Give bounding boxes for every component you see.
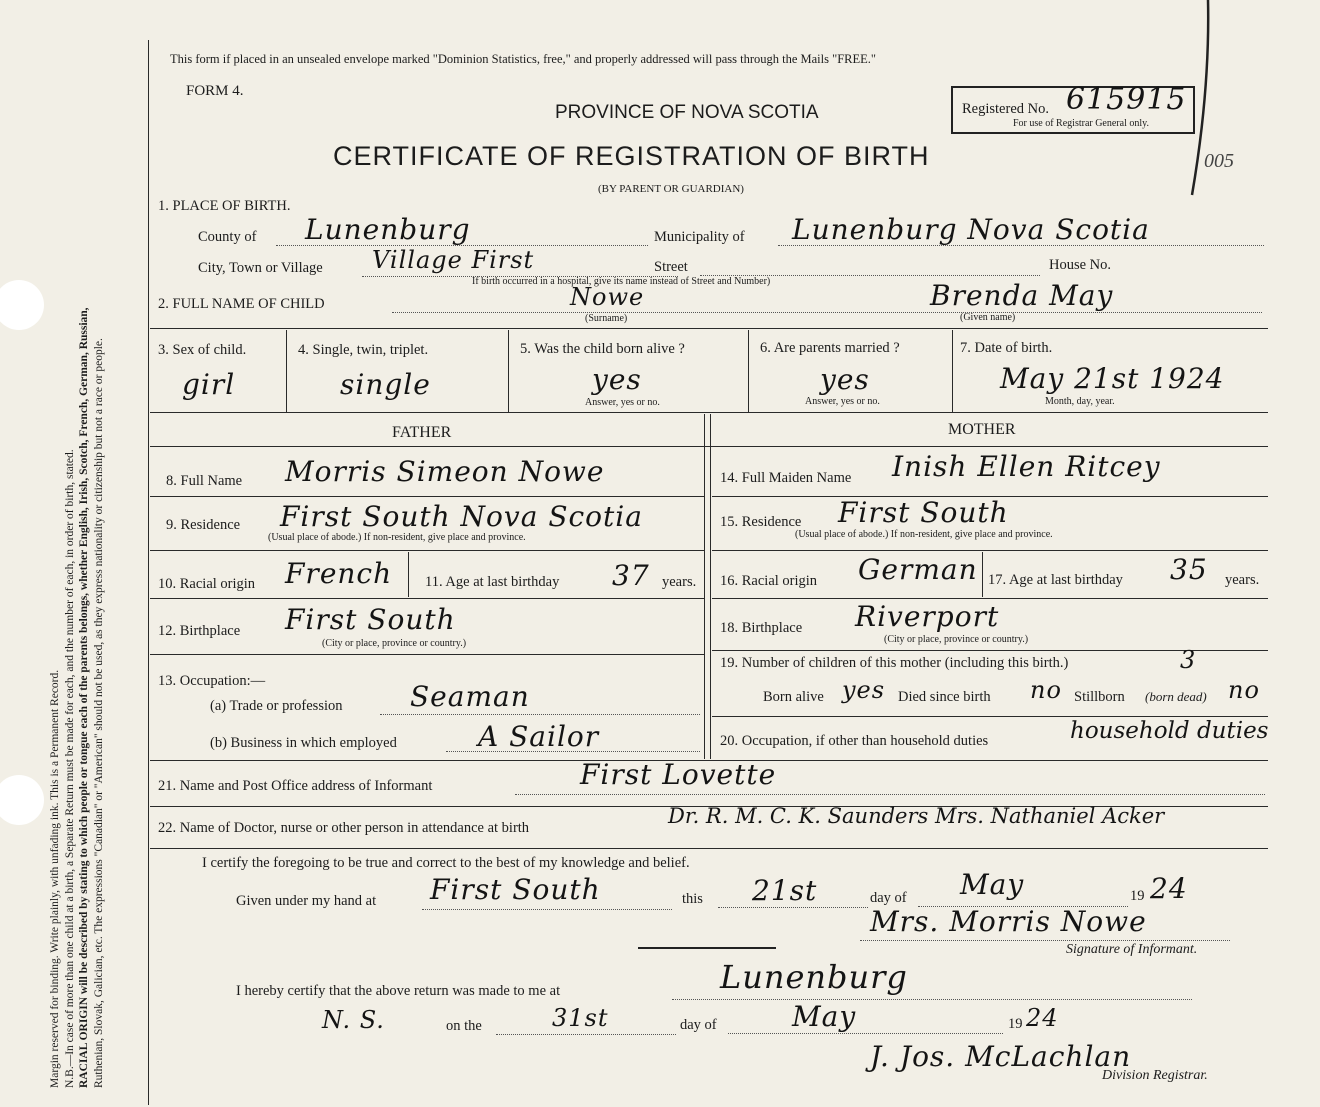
row-rule [150, 654, 704, 655]
registrar-place-value: Lunenburg [720, 958, 908, 996]
father-birthplace-label: 12. Birthplace [158, 623, 241, 639]
mother-birthplace-caption: (City or place, province or country.) [884, 634, 1029, 645]
side-notes [48, 38, 154, 1088]
registrar-day-value: 31st [552, 1004, 609, 1032]
trade-value: Seaman [410, 680, 530, 713]
row-rule [712, 550, 1268, 551]
informant-signature-caption: Signature of Informant. [1066, 942, 1198, 957]
father-racial-value: French [285, 557, 393, 590]
stillborn-label: Stillborn [1074, 689, 1125, 705]
day-line [718, 907, 868, 908]
cell-divider [408, 552, 409, 597]
single-label: 4. Single, twin, triplet. [298, 342, 429, 358]
married-value: yes [820, 363, 870, 396]
died-value: no [1030, 676, 1062, 704]
father-birthplace-caption: (City or place, province or country.) [322, 638, 467, 649]
mother-residence-value: First South [838, 496, 1009, 529]
registrar-place-line [672, 999, 1192, 1000]
alive-label: 5. Was the child born alive ? [520, 341, 685, 357]
registrar-day-line [496, 1034, 676, 1035]
side-note-line: Margin reserved for binding. Write plainly, with unfading ink. This is a Permanent Record. [49, 669, 61, 1088]
section-rule [150, 412, 1268, 413]
registered-number: 615915 [1066, 82, 1187, 117]
children-count-value: 3 [1180, 646, 1197, 674]
father-age-value: 37 [612, 559, 650, 592]
mother-racial-value: German [858, 553, 978, 586]
given-month-value: May [960, 868, 1025, 901]
informant-label: 21. Name and Post Office address of Informant [158, 778, 433, 794]
form-number: FORM 4. [186, 83, 244, 99]
place-of-birth-heading: 1. PLACE OF BIRTH. [158, 198, 291, 214]
given-place-value: First South [430, 873, 601, 906]
city-value: Village First [372, 246, 535, 274]
street-label: Street [654, 259, 688, 275]
father-name-label: 8. Full Name [166, 473, 243, 489]
given-label: Given under my hand at [236, 893, 377, 909]
given-year-value: 24 [1150, 872, 1188, 905]
father-residence-caption: (Usual place of abode.) If non-resident, give place and province. [268, 532, 526, 543]
mother-age-label: 17. Age at last birthday [988, 572, 1123, 588]
sex-value: girl [182, 368, 236, 401]
stillborn-note: (born dead) [1145, 689, 1207, 704]
father-years-label: years. [662, 574, 697, 590]
cell-divider [982, 552, 983, 597]
child-given-value: Brenda May [930, 279, 1114, 312]
parent-divider [710, 414, 711, 759]
county-value: Lunenburg [305, 213, 471, 246]
single-value: single [340, 368, 431, 401]
row-rule [150, 550, 704, 551]
informant-value: First Lovette [580, 758, 777, 791]
parent-divider [704, 414, 705, 759]
trade-line [380, 714, 700, 715]
dob-value: May 21st 1924 [1000, 362, 1225, 395]
father-heading: FATHER [392, 424, 452, 441]
registrar-note: For use of Registrar General only. [1013, 118, 1149, 129]
city-label: City, Town or Village [198, 260, 323, 276]
registrar-year-value: 24 [1026, 1004, 1059, 1032]
occupation-label: 13. Occupation:— [158, 673, 266, 689]
side-note-line: RACIAL ORIGIN will be described by stating to which people or tongue each of the parents belongs, whether English, Irish, Scotch, French, German, Russian, [78, 307, 91, 1088]
section-rule [150, 328, 1268, 329]
mother-heading: MOTHER [948, 421, 1016, 438]
registered-label: Registered No. [962, 101, 1049, 117]
house-label: House No. [1049, 257, 1112, 273]
father-birthplace-value: First South [285, 603, 456, 636]
page-subtitle: (BY PARENT OR GUARDIAN) [598, 183, 744, 195]
surname-caption: (Surname) [585, 313, 628, 324]
row-rule [150, 598, 704, 599]
father-residence-value: First South Nova Scotia [280, 500, 643, 533]
corner-mark: 005 [1204, 150, 1234, 172]
margin-pen-stroke [1170, 0, 1220, 200]
certify-statement: I certify the foregoing to be true and correct to the best of my knowledge and belief. [202, 855, 690, 871]
municipality-value: Lunenburg Nova Scotia [792, 213, 1150, 246]
child-name-label: 2. FULL NAME OF CHILD [158, 296, 325, 312]
section-rule [150, 446, 1268, 447]
row-rule [150, 496, 704, 497]
mother-name-label: 14. Full Maiden Name [720, 470, 852, 486]
punch-hole [0, 280, 44, 330]
dob-caption: Month, day, year. [1045, 396, 1115, 407]
registrar-statement: I hereby certify that the above return was made to me at [236, 983, 561, 999]
mother-racial-label: 16. Racial origin [720, 573, 818, 589]
side-note-line: N.B.—In case of more than one child at a birth, a Separate Return must be made for each, and the number of each, in order of birth, stated. [63, 449, 76, 1088]
married-label: 6. Are parents married ? [760, 340, 900, 356]
registrar-province-value: N. S. [322, 1006, 385, 1034]
trade-label: (a) Trade or profession [210, 698, 343, 714]
mother-name-value: Inish Ellen Ritcey [892, 450, 1161, 483]
alive-caption: Answer, yes or no. [585, 397, 660, 408]
business-label: (b) Business in which employed [210, 735, 397, 751]
attendant-label: 22. Name of Doctor, nurse or other person in attendance at birth [158, 820, 530, 836]
registrar-month-line [728, 1033, 1003, 1034]
punch-hole [0, 775, 44, 825]
province-heading: PROVINCE OF NOVA SCOTIA [555, 102, 819, 123]
registrar-on-the-label: on the [446, 1018, 482, 1034]
given-year-prefix: 19 [1130, 888, 1145, 904]
dob-label: 7. Date of birth. [960, 340, 1053, 356]
registrar-signature-caption: Division Registrar. [1102, 1068, 1208, 1083]
children-count-label: 19. Number of children of this mother (including this birth.) [720, 655, 1069, 671]
given-day-of-label: day of [870, 890, 907, 906]
father-racial-label: 10. Racial origin [158, 576, 256, 592]
cell-divider [508, 330, 509, 412]
stillborn-value: no [1228, 676, 1260, 704]
side-note-line: Ruthenian, Slovak, Galician, etc. The expressions "Canadian" or "American" should not be used, as they express nationality or citizenship but not a race or people. [92, 338, 105, 1088]
informant-line [515, 794, 1265, 795]
mother-years-label: years. [1225, 572, 1260, 588]
child-surname-value: Nowe [570, 283, 645, 311]
registrar-year-prefix: 19 [1008, 1016, 1023, 1032]
cell-divider [952, 330, 953, 412]
county-label: County of [198, 229, 257, 245]
municipality-label: Municipality of [654, 229, 745, 245]
row-rule [712, 598, 1268, 599]
ink-stroke [638, 947, 776, 949]
married-caption: Answer, yes or no. [805, 396, 880, 407]
born-alive-value: yes [842, 676, 886, 704]
page-title: CERTIFICATE OF REGISTRATION OF BIRTH [333, 141, 930, 171]
registrar-day-of-label: day of [680, 1017, 717, 1033]
this-label: this [682, 891, 703, 907]
attendant-value: Dr. R. M. C. K. Saunders Mrs. Nathaniel Acker [668, 804, 1165, 828]
sex-label: 3. Sex of child. [158, 342, 247, 358]
born-alive-label: Born alive [763, 689, 824, 705]
alive-value: yes [592, 363, 642, 396]
form-left-border [148, 40, 149, 1105]
row-rule [712, 716, 1268, 717]
mother-residence-label: 15. Residence [720, 514, 802, 530]
cell-divider [286, 330, 287, 412]
section-rule [150, 848, 1268, 849]
registrar-signature: J. Jos. McLachlan [870, 1040, 1132, 1073]
given-name-caption: (Given name) [960, 312, 1016, 323]
registrar-month-value: May [792, 1000, 857, 1033]
mother-birthplace-label: 18. Birthplace [720, 620, 803, 636]
father-name-value: Morris Simeon Nowe [285, 455, 605, 488]
father-residence-label: 9. Residence [166, 517, 241, 533]
mother-occupation-label: 20. Occupation, if other than household duties [720, 733, 989, 749]
signature-line [860, 940, 1230, 941]
mother-occupation-value: household duties [1070, 718, 1269, 744]
business-value: A Sailor [478, 720, 600, 753]
father-age-label: 11. Age at last birthday [425, 574, 560, 590]
child-name-line [392, 312, 1262, 313]
given-place-line [422, 909, 672, 910]
informant-signature: Mrs. Morris Nowe [870, 905, 1147, 938]
cell-divider [748, 330, 749, 412]
mother-residence-caption: (Usual place of abode.) If non-resident, give place and province. [795, 529, 1053, 540]
died-label: Died since birth [898, 689, 991, 705]
mail-notice: This form if placed in an unsealed envelope marked "Dominion Statistics, free," and properly addressed will pass through the Mails "FREE." [170, 52, 877, 66]
hospital-note: If birth occurred in a hospital, give its name instead of Street and Number) [472, 276, 771, 287]
mother-birthplace-value: Riverport [855, 600, 1000, 633]
given-day-value: 21st [752, 874, 818, 907]
mother-age-value: 35 [1170, 553, 1208, 586]
